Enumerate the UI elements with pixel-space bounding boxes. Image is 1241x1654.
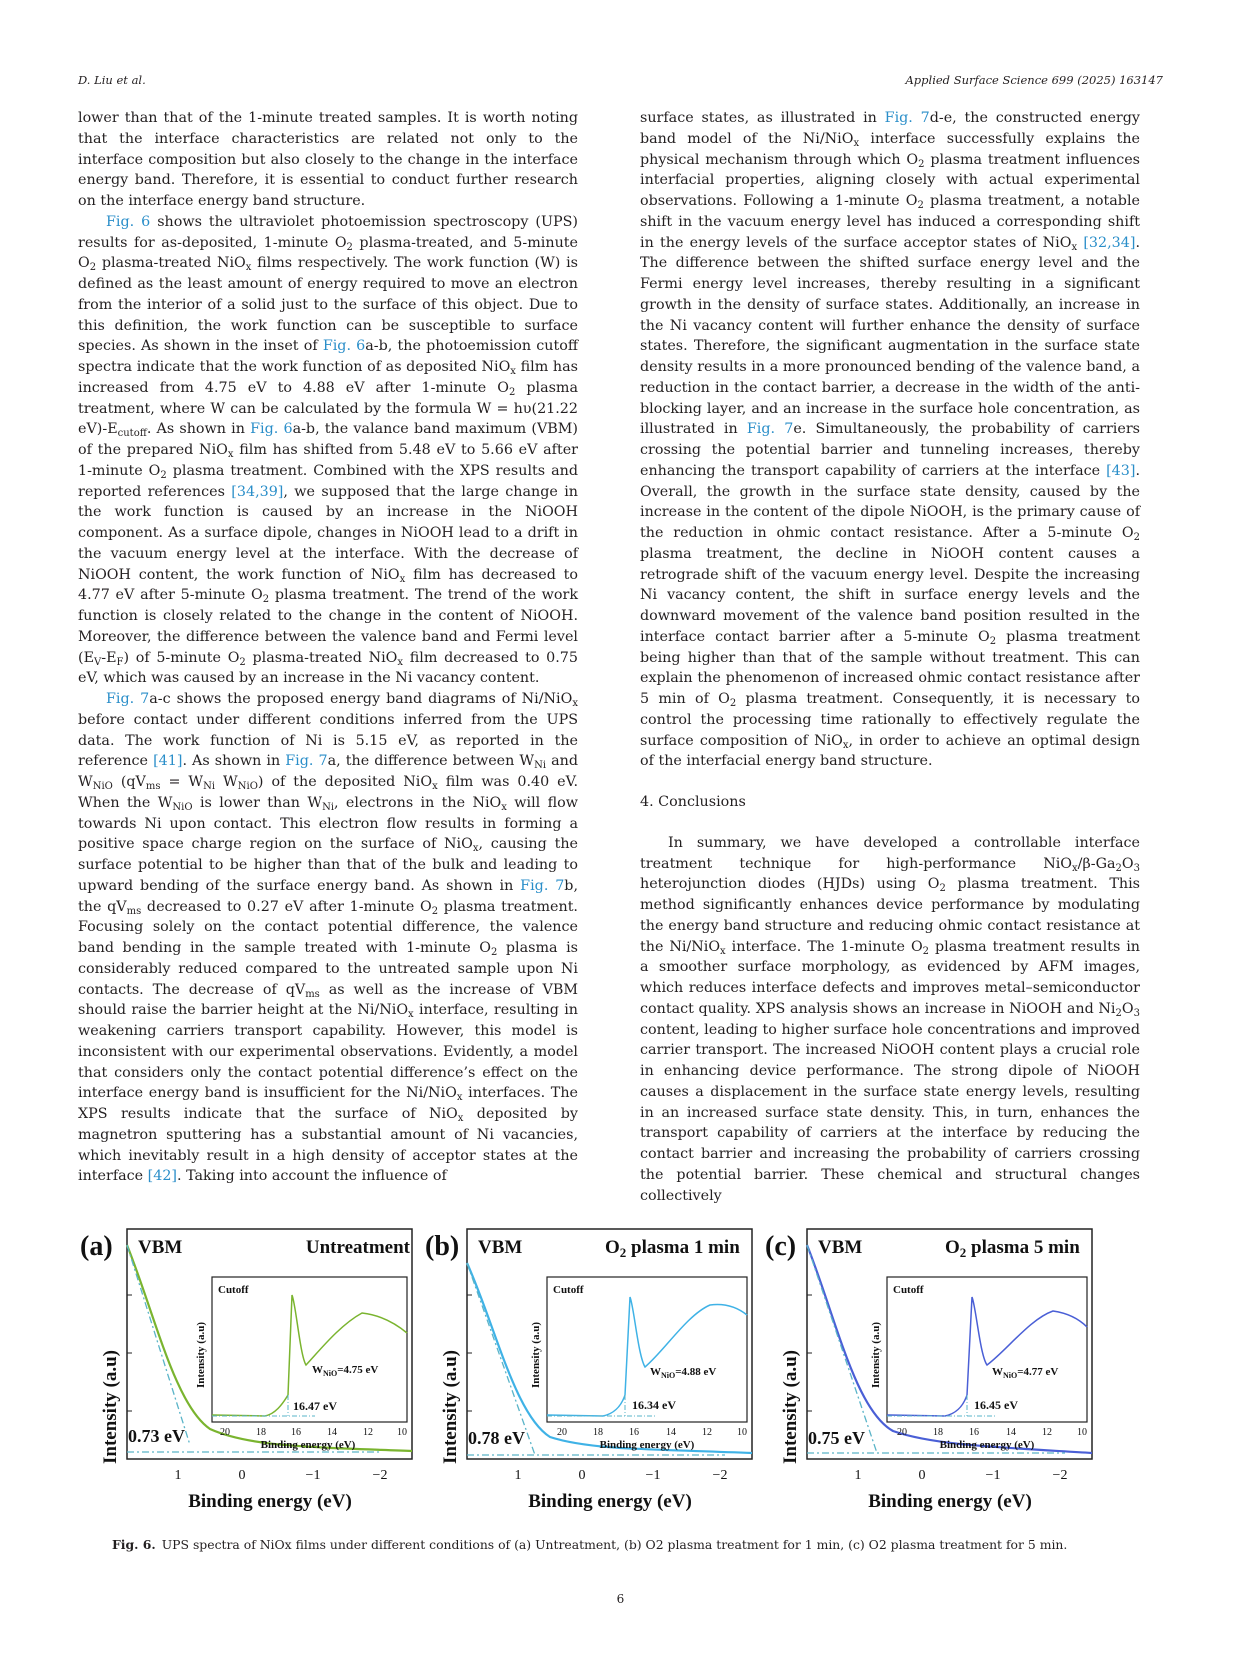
svg-text:20: 20	[220, 1427, 230, 1438]
svg-text:12: 12	[702, 1427, 712, 1438]
svg-text:0: 0	[918, 1468, 926, 1483]
figure-panel-a	[80, 1215, 440, 1515]
reference-link[interactable]: [34,39]	[231, 483, 284, 500]
svg-text:16: 16	[291, 1427, 301, 1438]
figure-caption-label: Fig. 6.	[112, 1537, 156, 1552]
svg-text:VBM: VBM	[138, 1237, 183, 1258]
svg-text:0: 0	[578, 1468, 586, 1483]
svg-text:−2: −2	[1052, 1468, 1068, 1483]
svg-text:0.75 eV: 0.75 eV	[808, 1428, 865, 1448]
figure-link[interactable]: Fig. 6	[106, 213, 151, 230]
ups-chart-a	[80, 1215, 440, 1515]
svg-text:14: 14	[666, 1427, 676, 1438]
paragraph: lower than that of the 1-minute treated samples. It is worth noting that the interface characteristics are related not only to the interface composition but also closely to the change in the interface energy band. Therefore, it is essential to conduct further research on the interface energy band structure.	[78, 110, 578, 209]
svg-text:Binding energy (eV): Binding energy (eV)	[599, 1439, 695, 1451]
svg-text:Untreatment: Untreatment	[305, 1237, 410, 1258]
paragraph: In summary, we have developed a controllable interface treatment technique for high-performance $NiO_x/\beta-Ga_2O_3$ heterojunction diodes (HJDs) using $O_2$ plasma treatment. This method significantly enhances device performance by modulating the energy band structure and reducing ohmic contact resistance at the Ni/NiO$_x$ interface. The 1-minute $O_2$ plasma treatment results in a smoother surface morphology, as evidenced by AFM images, which reduces interface defects and improves metal–semiconductor contact quality. XPS analysis shows an increase in NiOOH and $Ni_2O_3$ content, leading to higher surface hole concentrations and improved carrier transport. The increased NiOOH content plays a crucial role in enhancing device performance. The strong dipole of NiOOH causes a displacement in the surface state energy levels, resulting in an increased surface state density. This, in turn, enhances the transport capability of carriers at the interface by reducing the contact barrier and increasing the probability of carriers crossing the potential barrier. These chemical and structural changes collectively	[640, 834, 1140, 1204]
svg-text:10: 10	[397, 1427, 407, 1438]
paragraph: Fig. 7a-c shows the proposed energy band diagrams of Ni/NiO$_x$ before contact under different conditions inferred from the UPS data. The work function of Ni is 5.15 eV, as reported in the reference [41]. As shown in Fig. 7a, the difference between $W_{Ni}$ and $W_{NiO}$ ($qV_{ms} = W_{Ni}$ $W_{NiO}$) of the deposited NiO$_x$ film was 0.40 eV. When the $W_{NiO}$ is lower than $W_{Ni}$, electrons in the NiO$_x$ will flow towards Ni upon contact. This electron flow results in forming a positive space charge region on the surface of NiO$_x$, causing the surface potential to be higher than that of the bulk and leading to upward bending of the surface energy band. As shown in Fig. 7b, the $qV_{ms}$ decreased to 0.27 eV after 1-minute $O_2$ plasma treatment. Focusing solely on the contact potential difference, the valence band bending in the sample treated with 1-minute $O_2$ plasma is considerably reduced compared to the untreated sample upon Ni contacts. The decrease of $qV_{ms}$ as well as the increase of VBM should raise the barrier height at the Ni/NiO$_x$ interface, resulting in weakening carriers transport capability. However, this model is inconsistent with our experimental observations. Evidently, a model that considers only the contact potential difference’s effect on the interface energy band is insufficient for the Ni/NiO$_x$ interfaces. The XPS results indicate that the surface of NiO$_x$ deposited by magnetron sputtering has a substantial amount of Ni vacancies, which inevitably result in a high density of acceptor states at the interface [42]. Taking into account the influence of	[78, 691, 579, 1185]
svg-text:1: 1	[514, 1468, 522, 1483]
reference-link[interactable]: [42]	[147, 1168, 178, 1185]
svg-text:(b): (b)	[425, 1231, 460, 1262]
svg-text:0.73 eV: 0.73 eV	[128, 1426, 185, 1446]
svg-text:−2: −2	[372, 1468, 388, 1483]
figure-link[interactable]: Fig. 7	[106, 691, 150, 707]
svg-text:18: 18	[256, 1427, 266, 1438]
svg-text:(a): (a)	[80, 1231, 113, 1262]
figure-link[interactable]: Fig. 6	[250, 421, 293, 438]
svg-text:VBM: VBM	[478, 1237, 523, 1258]
figure-panel-b	[425, 1215, 785, 1515]
svg-text:VBM: VBM	[818, 1237, 863, 1258]
svg-text:18: 18	[593, 1427, 603, 1438]
svg-text:O2 plasma 1 min: $O_2$ plasma 1 min	[605, 1237, 740, 1260]
svg-text:Binding energy (eV): Binding energy (eV)	[939, 1439, 1035, 1451]
reference-link[interactable]: [43]	[1106, 462, 1136, 479]
svg-text:16.47 eV: 16.47 eV	[293, 1399, 337, 1413]
paragraph: Fig. 6 shows the ultraviolet photoemission spectroscopy (UPS) results for as-deposited, 1-minute $O_2$ plasma-treated, and 5-minute $O_2$ plasma-treated NiO$_x$ films respectively. The work function (W) is defined as the least amount of energy required to move an electron from the interior of a solid just to the surface of this object. Due to this definition, the work function can be susceptible to surface species. As shown in the inset of Fig. 6a-b, the photoemission cutoff spectra indicate that the work function of as deposited NiO$_x$ film has increased from 4.75 eV to 4.88 eV after 1-minute $O_2$ plasma treatment, where W can be calculated by the formula W = hυ(21.22 $eV)-E_{cutoff}$. As shown in Fig. 6a-b, the valance band maximum (VBM) of the prepared NiO$_x$ film has shifted from 5.48 eV to 5.66 eV after 1-minute $O_2$ plasma treatment. Combined with the XPS results and reported references [34,39], we supposed that the large change in the work function is caused by an increase in the NiOOH component. As a surface dipole, changes in NiOOH lead to a drift in the vacuum energy level at the interface. With the decrease of NiOOH content, the work function of NiO$_x$ film has decreased to 4.77 eV after 5-minute $O_2$ plasma treatment. The trend of the work function is closely related to the change in the content of NiOOH. Moreover, the difference between the valence band and Fermi level $(E_V-E_F)$ of 5-minute $O_2$ plasma-treated NiO$_x$ film decreased to 0.75 eV, which was caused by an increase in the Ni vacancy content.	[78, 213, 579, 687]
ups-chart-c	[765, 1215, 1125, 1515]
svg-text:Binding energy (eV): Binding energy (eV)	[188, 1491, 352, 1512]
svg-text:10: 10	[1077, 1427, 1087, 1438]
svg-text:12: 12	[1042, 1427, 1052, 1438]
svg-text:Intensity (a.u): Intensity (a.u)	[870, 1321, 882, 1389]
running-header-journal: Applied Surface Science 699 (2025) 163147	[905, 73, 1163, 87]
svg-text:0: 0	[238, 1468, 246, 1483]
svg-text:Intensity (a.u): Intensity (a.u)	[100, 1349, 121, 1465]
svg-text:Binding energy (eV): Binding energy (eV)	[868, 1491, 1032, 1512]
svg-text:Binding energy (eV): Binding energy (eV)	[528, 1491, 692, 1512]
svg-text:−2: −2	[712, 1468, 728, 1483]
svg-text:20: 20	[897, 1427, 907, 1438]
svg-text:WNiO=4.75 eV: $W_{NiO}=4.75$ eV	[312, 1364, 379, 1378]
paragraph: surface states, as illustrated in Fig. 7d-e, the constructed energy band model of the Ni/NiO$_x$ interface successfully explains the physical mechanism through which $O_2$ plasma treatment influences interfacial properties, aligning closely with actual experimental observations. Following a 1-minute $O_2$ plasma treatment, a notable shift in the vacuum energy level has induced a corresponding shift in the energy levels of the surface acceptor states of NiO$_x$ [32,34]. The difference between the shifted surface energy level and the Fermi energy level increases, thereby resulting in a significant growth in the density of surface states. Additionally, an increase in the Ni vacancy content will further enhance the density of surface states. Therefore, the significant augmentation in the surface state density results in a more pronounced bending of the valence band, a reduction in the contact barrier, a decrease in the width of the anti-blocking layer, and an increase in the surface hole concentration, as illustrated in Fig. 7e. Simultaneously, the probability of carriers crossing the potential barrier and tunneling increases, thereby enhancing the transport capability of carriers at the interface [43]. Overall, the growth in the surface state density, caused by the increase in the content of the dipole NiOOH, is the primary cause of the reduction in ohmic contact resistance. After a 5-minute $O_2$ plasma treatment, the decline in NiOOH content causes a retrograde shift of the vacuum energy level. Despite the increasing Ni vacancy content, the shift in surface energy levels and the downward movement of the valence band position resulted in the interface contact barrier after a 5-minute $O_2$ plasma treatment being higher than that of the sample without treatment. This can explain the phenomenon of increased ohmic contact resistance after 5 min of $O_2$ plasma treatment. Consequently, it is necessary to control the processing time rationally to effectively regulate the surface composition of NiO$_x$, in order to achieve an optimal design of the interfacial energy band structure.	[640, 110, 1140, 770]
figure-link[interactable]: Fig. 7	[285, 753, 328, 770]
svg-text:16.45 eV: 16.45 eV	[974, 1398, 1018, 1412]
svg-text:Intensity (a.u): Intensity (a.u)	[780, 1349, 801, 1465]
svg-text:Cutoff: Cutoff	[893, 1284, 924, 1296]
svg-text:Intensity (a.u): Intensity (a.u)	[440, 1349, 461, 1465]
figure-link[interactable]: Fig. 7	[520, 877, 565, 894]
svg-text:Binding energy (eV): Binding energy (eV)	[260, 1439, 356, 1451]
svg-text:0.78 eV: 0.78 eV	[468, 1428, 525, 1448]
running-header-authors: D. Liu et al.	[78, 73, 146, 87]
svg-text:20: 20	[557, 1427, 567, 1438]
figure-link[interactable]: Fig. 7	[884, 110, 930, 126]
svg-text:O2 plasma 5 min: $O_2$ plasma 5 min	[945, 1237, 1080, 1260]
figure-link[interactable]: Fig. 6	[322, 338, 366, 355]
figure-caption	[112, 1537, 1142, 1552]
svg-text:14: 14	[1006, 1427, 1016, 1438]
reference-link[interactable]: [41]	[153, 753, 183, 770]
svg-text:10: 10	[737, 1427, 747, 1438]
svg-text:WNiO=4.77 eV: $W_{NiO}=4.77$ eV	[992, 1366, 1059, 1380]
svg-text:1: 1	[174, 1468, 182, 1483]
svg-text:Cutoff: Cutoff	[553, 1284, 584, 1296]
svg-text:16.34 eV: 16.34 eV	[632, 1398, 676, 1412]
svg-text:−1: −1	[985, 1468, 1001, 1483]
svg-text:18: 18	[933, 1427, 943, 1438]
svg-text:(c): (c)	[765, 1231, 797, 1262]
svg-text:Intensity (a.u): Intensity (a.u)	[195, 1321, 207, 1389]
svg-text:−1: −1	[645, 1468, 661, 1483]
svg-text:14: 14	[327, 1427, 337, 1438]
left-column	[78, 108, 578, 1187]
ups-chart-b	[425, 1215, 785, 1515]
svg-text:16: 16	[969, 1427, 979, 1438]
reference-link[interactable]: [32,34]	[1083, 234, 1136, 251]
svg-text:WNiO=4.88 eV: $W_{NiO}=4.88$ eV	[650, 1366, 717, 1380]
figure-panel-c	[765, 1215, 1125, 1515]
svg-text:1: 1	[854, 1468, 862, 1483]
svg-text:Intensity (a.u): Intensity (a.u)	[530, 1321, 542, 1389]
svg-text:12: 12	[363, 1427, 373, 1438]
page-number: 6	[616, 1592, 625, 1606]
right-column	[640, 108, 1140, 1206]
figure-link[interactable]: Fig. 7	[746, 421, 794, 438]
section-heading-conclusions: 4. Conclusions	[640, 794, 746, 810]
svg-text:−1: −1	[305, 1468, 321, 1483]
svg-text:16: 16	[629, 1427, 639, 1438]
svg-text:Cutoff: Cutoff	[218, 1284, 249, 1296]
figure-caption-text: UPS spectra of NiOx films under different conditions of (a) Untreatment, (b) O2 plasma treatment for 1 min, (c) O2 plasma treatment for 5 min.	[161, 1537, 1068, 1552]
figure-6	[80, 1215, 1180, 1515]
